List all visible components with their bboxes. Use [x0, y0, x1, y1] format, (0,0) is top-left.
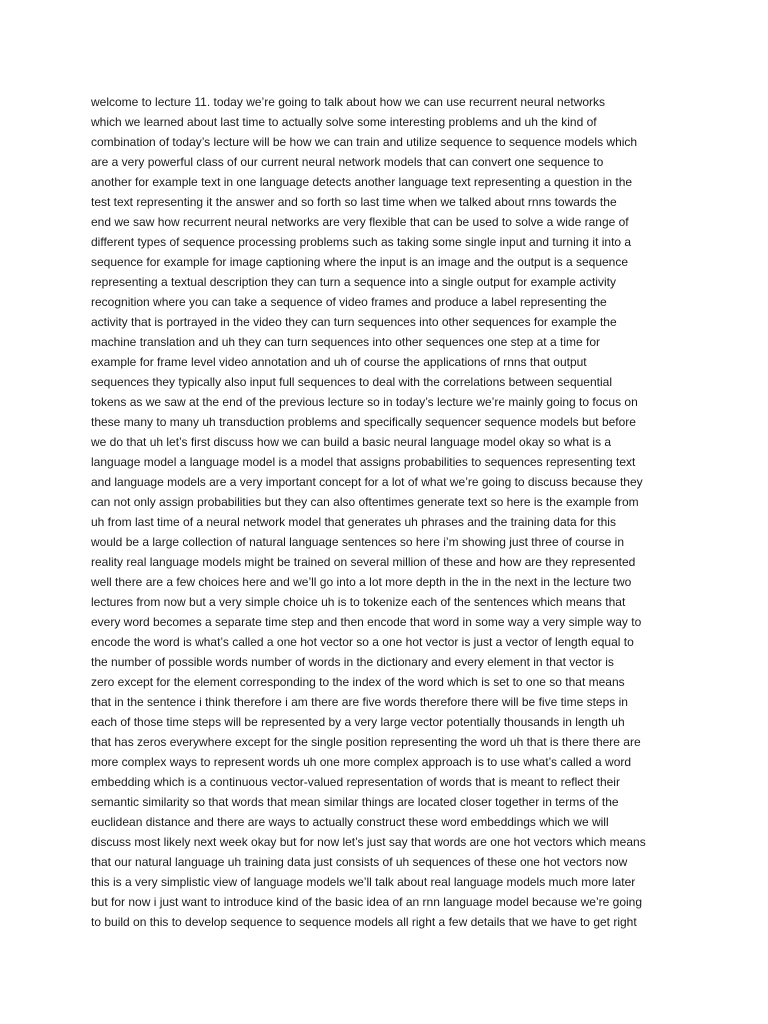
- text-line: euclidean distance and there are ways to actually construct these word embeddings which we will: [91, 815, 609, 829]
- text-line: representing a textual description they can turn a sequence into a single output for example activity: [91, 275, 616, 289]
- text-line: we do that uh let’s first discuss how we can build a basic neural language model okay so what is a: [91, 435, 612, 449]
- text-line: language model a language model is a model that assigns probabilities to sequences representing text: [91, 455, 636, 469]
- text-line: semantic similarity so that words that mean similar things are located closer together in terms of the: [91, 795, 619, 809]
- text-line: uh from last time of a neural network model that generates uh phrases and the training data for this: [91, 515, 616, 529]
- text-line: end we saw how recurrent neural networks are very flexible that can be used to solve a wide range of: [91, 215, 629, 229]
- text-line: zero except for the element corresponding to the index of the word which is set to one so that means: [91, 675, 625, 689]
- text-line: test text representing it the answer and so forth so last time when we talked about rnns towards the: [91, 195, 617, 209]
- text-line: sequence for example for image captioning where the input is an image and the output is a sequence: [91, 255, 629, 269]
- text-line: recognition where you can take a sequence of video frames and produce a label representing the: [91, 295, 607, 309]
- text-line: these many to many uh transduction problems and specifically sequencer sequence models but before: [91, 415, 636, 429]
- text-line: lectures from now but a very simple choice uh is to tokenize each of the sentences which means that: [91, 595, 626, 609]
- text-line: well there are a few choices here and we’ll go into a lot more depth in the in the next in the lecture two: [91, 575, 632, 589]
- text-line: example for frame level video annotation and uh of course the applications of rnns that output: [91, 355, 587, 369]
- text-line: that our natural language uh training data just consists of uh sequences of these one hot vectors now: [91, 855, 628, 869]
- text-line: this is a very simplistic view of language models we’ll talk about real language models much more later: [91, 875, 636, 889]
- text-line: welcome to lecture 11. today we’re going to talk about how we can use recurrent neural networks: [91, 95, 606, 109]
- text-line: embedding which is a continuous vector-valued representation of words that is meant to reflect their: [91, 775, 620, 789]
- text-line: are a very powerful class of our current neural network models that can convert one sequence to: [91, 155, 604, 169]
- text-line: would be a large collection of natural language sentences so here i’m showing just three of course in: [91, 535, 624, 549]
- text-line: reality real language models might be trained on several million of these and how are they represented: [91, 555, 636, 569]
- text-line: more complex ways to represent words uh one more complex approach is to use what’s called a word: [91, 755, 632, 769]
- text-line: that has zeros everywhere except for the single position representing the word uh that is there there are: [91, 735, 641, 749]
- text-line: but for now i just want to introduce kind of the basic idea of an rnn language model because we’re going: [91, 895, 643, 909]
- text-line: different types of sequence processing problems such as taking some single input and turning it into a: [91, 235, 632, 249]
- text-line: tokens as we saw at the end of the previous lecture so in today’s lecture we’re mainly going to focus on: [91, 395, 638, 409]
- text-line: that in the sentence i think therefore i am there are five words therefore there will be five time steps in: [91, 695, 628, 709]
- text-line: and language models are a very important concept for a lot of what we’re going to discuss because they: [91, 475, 643, 489]
- text-line: encode the word is what’s called a one hot vector so a one hot vector is just a vector of length equal to: [91, 635, 634, 649]
- text-line: each of those time steps will be represented by a very large vector potentially thousands in length uh: [91, 715, 625, 729]
- text-line: activity that is portrayed in the video they can turn sequences into other sequences for example the: [91, 315, 617, 329]
- text-line: combination of today’s lecture will be how we can train and utilize sequence to sequence models which: [91, 135, 638, 149]
- text-line: another for example text in one language detects another language text representing a question in the: [91, 175, 633, 189]
- text-line: can not only assign probabilities but they can also oftentimes generate text so here is the example from: [91, 495, 639, 509]
- text-line: every word becomes a separate time step and then encode that word in some way a very simple way to: [91, 615, 642, 629]
- text-line: discuss most likely next week okay but for now let’s just say that words are one hot vectors which means: [91, 835, 646, 849]
- text-line: to build on this to develop sequence to sequence models all right a few details that we have to get right: [91, 915, 637, 929]
- text-line: the number of possible words number of words in the dictionary and every element in that vector is: [91, 655, 614, 669]
- transcript-paragraph: [91, 92, 691, 932]
- text-line: which we learned about last time to actually solve some interesting problems and uh the kind of: [91, 115, 597, 129]
- text-line: sequences they typically also input full sequences to deal with the correlations between sequential: [91, 375, 612, 389]
- text-line: machine translation and uh they can turn sequences into other sequences one step at a time for: [91, 335, 600, 349]
